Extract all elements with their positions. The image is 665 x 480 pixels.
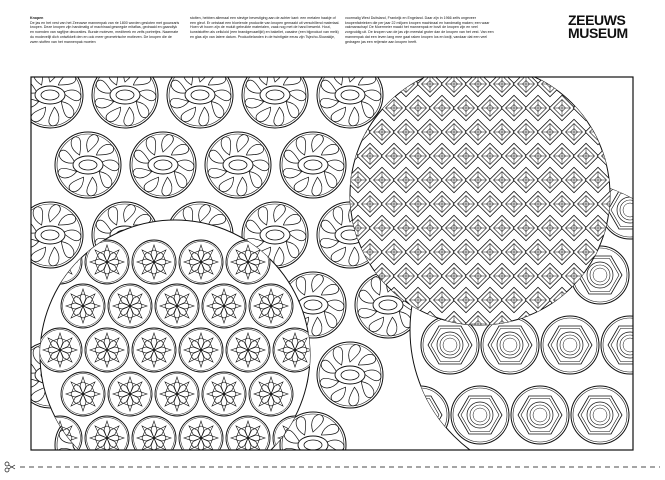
logo-line-2: MUSEUM	[568, 25, 628, 41]
intro-text-2: stolten, hebben allemaal een stevige bevestiging aan de achter kant: een metalen haakje of een gleuf. Er ontstaat een bloeiende productie van knopen gemaakt uit verschillend materiaal. Hoen vit hoorn zijn de muluit gebruikte materialen, vaak nog met de hand bewerkt. Hout, kunststoffen als celluloid (een brandgevaarlijkt) en bakeliet, casaine (een bijproduct van melk) en glas zijn van latere datum. Productielanden in de twintigste eeuw zijn Tsjecho-Slowakije,	[190, 16, 340, 39]
intro-heading: Knopen	[30, 16, 44, 20]
pattern-frame	[17, 47, 665, 480]
intro-text-1: De jas en het vest van het Zeeuwse mannenpak van rie 1800 worden gesloten met gouwzaris knopen. Deze knopen zijn handmatig of machinaal gesnegde mitaflas, gedraaid en gaandlyk en noenden van ragfijne decoraties. Buraie moteven, mediterek en zelfs portretjes. Naarmate du modevelijt dich ontwikkelt den en ook meer geometrische motieven. De knopen die de zwen stoffen van het mannenpak moeten	[30, 20, 180, 44]
intro-text-3: voormalig West Duitsland, Frankrijk en Engeland. Daar zijn in 1966 zelfs ongeveer knopenfabrieken die per jaar 22 miljoen knopen machinaal en handmatig maken; een waar vakmanschap! De Moermeier maakt het mannenpak er bovil de knopen zijn en veel zorgvuldig uit. De knopen van de jas zijn meestal groter dan de knopen van het vest. Van een mannenpak dat een leven lang mee gaat raken knopen los en kwijt, vandaar dat een veel gedragen jas een reijenste aan knopen heeft.	[345, 16, 494, 44]
cut-line	[0, 455, 665, 480]
logo-line-1: ZEEUWS	[568, 12, 626, 28]
scissors-icon	[5, 462, 15, 472]
